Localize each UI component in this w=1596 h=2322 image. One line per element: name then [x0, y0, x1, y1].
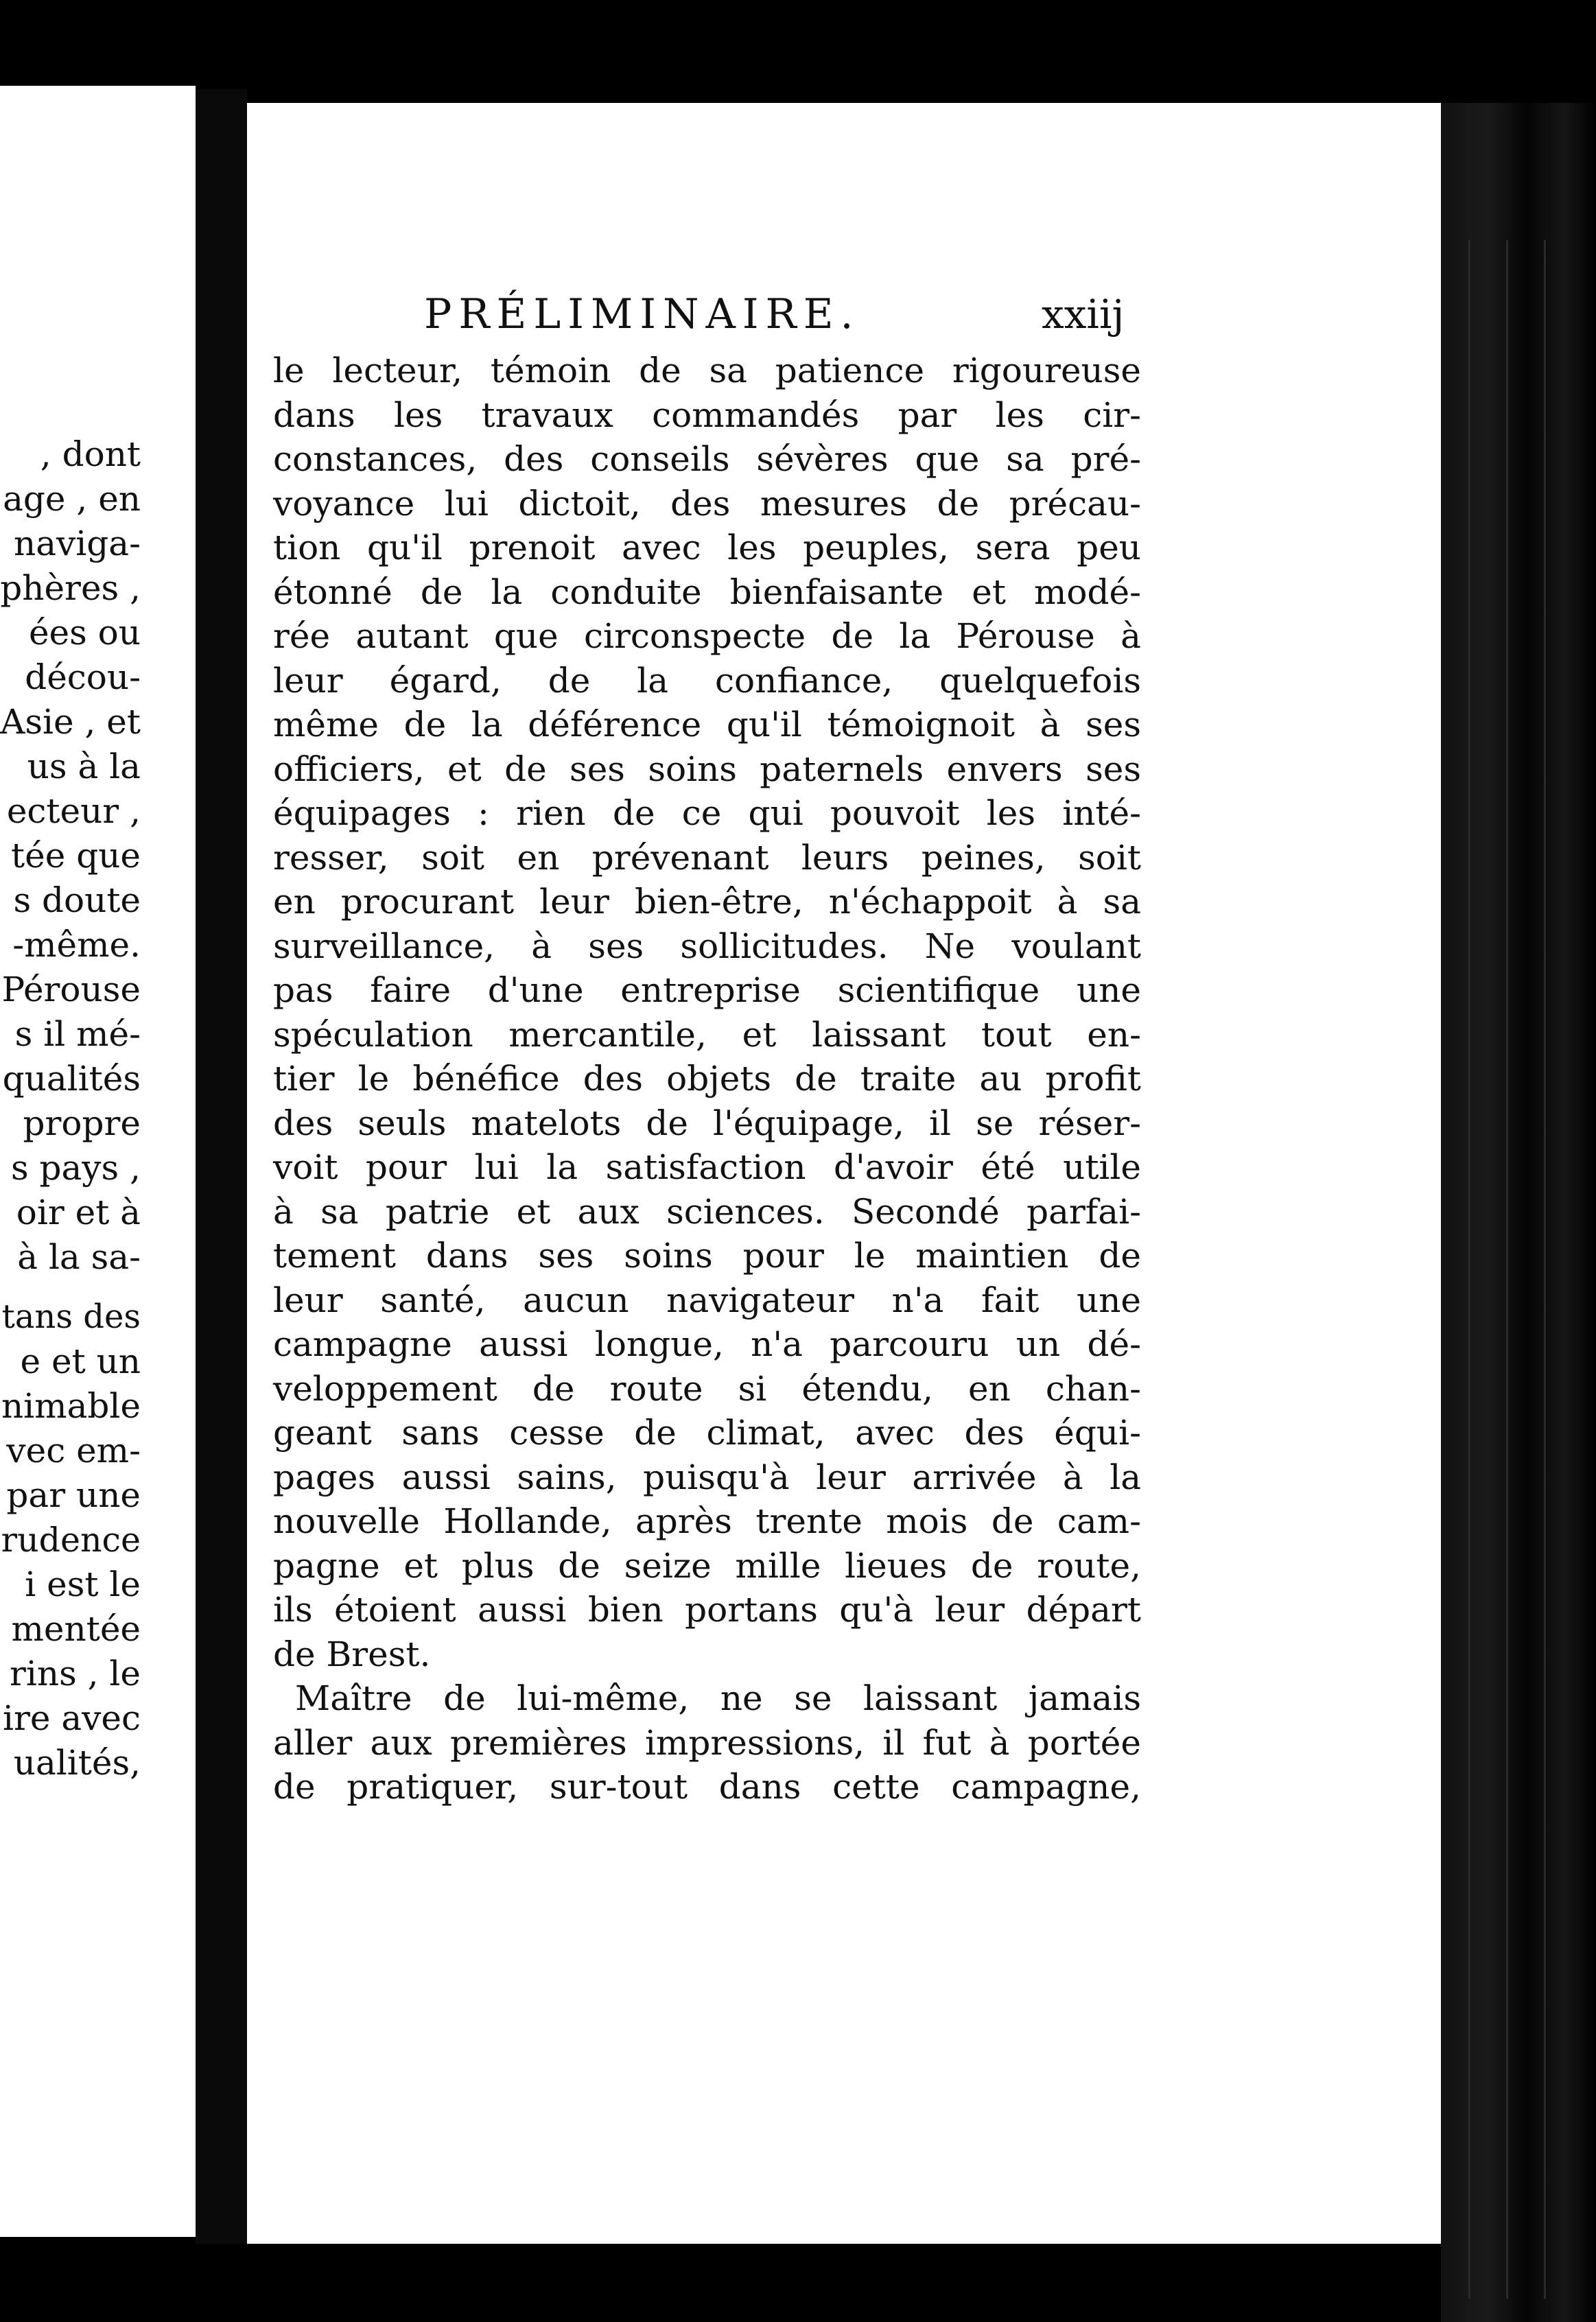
text-line: pagne et plus de seize mille lieues de route,	[273, 1545, 1141, 1586]
text-line: pages aussi sains, puisqu'à leur arrivée à la	[273, 1457, 1141, 1497]
text-line: le lecteur, témoin de sa patience rigoureuse	[273, 351, 1141, 390]
text-line: ecteur ,	[6, 791, 141, 831]
text-line: à sa patrie et aux sciences. Secondé parfai-	[273, 1191, 1141, 1232]
running-head	[424, 287, 1151, 342]
text-line: en procurant leur bien-être, n'échappoit à sa	[273, 882, 1141, 922]
text-line: i est le	[25, 1564, 141, 1604]
text-line: des seuls matelots de l'équipage, il se réser-	[273, 1103, 1141, 1143]
text-line: aller aux premières impressions, il fut à portée	[273, 1722, 1141, 1763]
text-line: pas faire d'une entreprise scientifique une	[273, 970, 1141, 1010]
text-line: tans des	[1, 1298, 141, 1336]
text-line: tée que	[11, 836, 141, 876]
page-edge-line	[1468, 240, 1470, 2299]
text-line: s pays ,	[10, 1148, 141, 1188]
text-line: Pérouse	[1, 970, 141, 1009]
text-line: rins , le	[9, 1654, 141, 1693]
text-line: tion qu'il prenoit avec les peuples, sera peu	[273, 528, 1141, 567]
text-line: e et un	[20, 1341, 141, 1381]
text-line: surveillance, à ses sollicitudes. Ne voulant	[273, 926, 1141, 966]
text-line: ils étoient aussi bien portans qu'à leur départ	[273, 1590, 1141, 1630]
text-line: us à la	[27, 747, 141, 786]
text-line: de Brest.	[273, 1634, 431, 1674]
text-line: à la sa-	[17, 1237, 141, 1277]
text-line: oir et à	[16, 1193, 141, 1232]
text-line: mentée	[11, 1609, 141, 1649]
text-line: , dont	[40, 434, 141, 474]
text-line: Asie , et	[0, 702, 141, 742]
text-line: rée autant que circonspecte de la Pérouse à	[273, 616, 1141, 656]
text-line: ualités,	[13, 1743, 141, 1783]
text-line: constances, des conseils sévères que sa pré-	[273, 439, 1141, 479]
right-page-text	[273, 349, 1141, 1809]
text-line: ire avec	[2, 1698, 141, 1738]
text-line: leur égard, de la confiance, quelquefois	[273, 660, 1141, 701]
running-head-title: PRÉLIMINAIRE.	[424, 290, 860, 338]
text-line: de pratiquer, sur-tout dans cette campagne,	[273, 1767, 1141, 1807]
text-line: même de la déférence qu'il témoignoit à ses	[273, 705, 1141, 744]
text-line: voyance lui dictoit, des mesures de précau-	[273, 483, 1141, 524]
left-page-text	[0, 432, 141, 1785]
text-line: par une	[6, 1475, 141, 1515]
text-line: naviga-	[14, 524, 141, 563]
text-line: age , en	[3, 479, 141, 519]
text-line: s doute	[13, 880, 141, 920]
text-line: -même.	[12, 925, 141, 965]
text-line: geant sans cesse de climat, avec des équi-	[273, 1413, 1141, 1453]
text-line: équipages : rien de ce qui pouvoit les inté-	[273, 793, 1141, 833]
page-number: xxiij	[1042, 291, 1125, 338]
text-line: propre	[23, 1103, 141, 1143]
text-line: rudence	[1, 1521, 141, 1560]
text-line: Maître de lui-même, ne se laissant jamais	[295, 1678, 1141, 1718]
text-line: officiers, et de ses soins paternels envers ses	[273, 749, 1141, 789]
text-line: ées ou	[28, 613, 141, 653]
text-line: tier le bénéfice des objets de traite au profit	[273, 1059, 1141, 1099]
left-page	[0, 86, 196, 2237]
text-line: vec em-	[6, 1431, 141, 1470]
text-line: leur santé, aucun navigateur n'a fait une	[273, 1280, 1141, 1320]
text-line: spéculation mercantile, et laissant tout en-	[273, 1014, 1141, 1055]
text-line: campagne aussi longue, n'a parcouru un dé-	[273, 1324, 1141, 1364]
binding-gutter	[196, 89, 247, 2244]
text-line: tement dans ses soins pour le maintien de	[273, 1236, 1141, 1276]
text-line: resser, soit en prévenant leurs peines, soit	[273, 837, 1141, 878]
text-line: décou-	[25, 657, 141, 697]
text-line: veloppement de route si étendu, en chan-	[273, 1368, 1141, 1409]
text-line: s il mé-	[14, 1014, 141, 1054]
text-line: étonné de la conduite bienfaisante et modé-	[273, 572, 1141, 612]
text-line: dans les travaux commandés par les cir-	[273, 395, 1141, 435]
text-line: phères ,	[0, 568, 141, 608]
text-line: voit pour lui la satisfaction d'avoir été utile	[273, 1147, 1141, 1187]
page-edge-line	[1544, 240, 1546, 2299]
text-line: qualités	[2, 1059, 141, 1099]
page-edge-stack	[1441, 103, 1596, 2322]
text-line: nimable	[1, 1386, 141, 1426]
text-line: nouvelle Hollande, après trente mois de cam-	[273, 1501, 1141, 1541]
page-edge-line	[1506, 240, 1508, 2299]
